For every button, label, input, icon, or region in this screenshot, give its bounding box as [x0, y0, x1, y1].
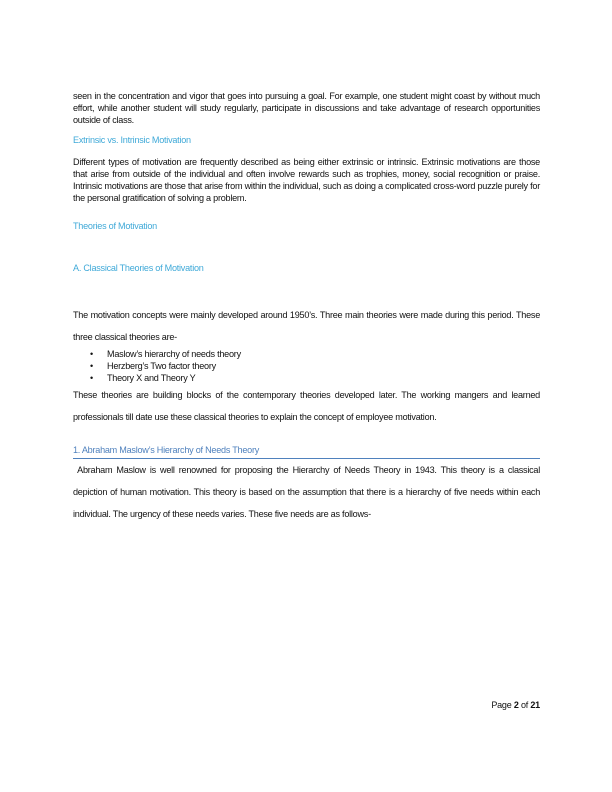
- heading-classical-theories: A. Classical Theories of Motivation: [73, 263, 204, 273]
- paragraph: seen in the concentration and vigor that goes into pursuing a goal. For example, one student might coast by without much effort, while another student will study regularly, participate in discussions and take advantage of research opportunities outside of class.: [73, 91, 540, 125]
- paragraph: These theories are building blocks of the contemporary theories developed later. The working mangers and learned professionals till date use these classical theories to explain the concept of employee motivation.: [73, 390, 540, 422]
- paragraph: The motivation concepts were mainly developed around 1950’s. Three main theories were made during this period. These three classical theories are-: [73, 310, 540, 342]
- list-item: • Theory X and Theory Y: [107, 372, 540, 384]
- page-body: [73, 90, 543, 525]
- current-page: 2: [513, 700, 519, 710]
- bullet-list: [73, 348, 540, 384]
- heading-extrinsic-intrinsic: Extrinsic vs. Intrinsic Motivation: [73, 135, 191, 145]
- heading-maslow: 1. Abraham Maslow’s Hierarchy of Needs Theory: [73, 444, 540, 459]
- page-number: [491, 700, 540, 710]
- heading-theories: Theories of Motivation: [73, 221, 157, 231]
- paragraph: Abraham Maslow is well renowned for proposing the Hierarchy of Needs Theory in 1943. This theory is a classical depiction of human motivation. This theory is based on the assumption that there is a hierarchy of five needs within each individual. The urgency of these needs varies. These five needs are as follows-: [73, 465, 543, 519]
- paragraph: Different types of motivation are frequently described as being either extrinsic or intrinsic. Extrinsic motivations are those that arise from outside of the individual and often involve rewards such as trophies, money, social recognition or praise. Intrinsic motivations are those that arise from within the individual, such as doing a complicated cross-word puzzle purely for the personal gratification of solving a problem.: [73, 157, 540, 203]
- of-label: of: [518, 700, 531, 710]
- list-item: • Herzberg’s Two factor theory: [107, 360, 540, 372]
- page-label: Page: [491, 700, 514, 710]
- list-item: • Maslow’s hierarchy of needs theory: [107, 348, 540, 360]
- total-pages: 21: [530, 700, 540, 710]
